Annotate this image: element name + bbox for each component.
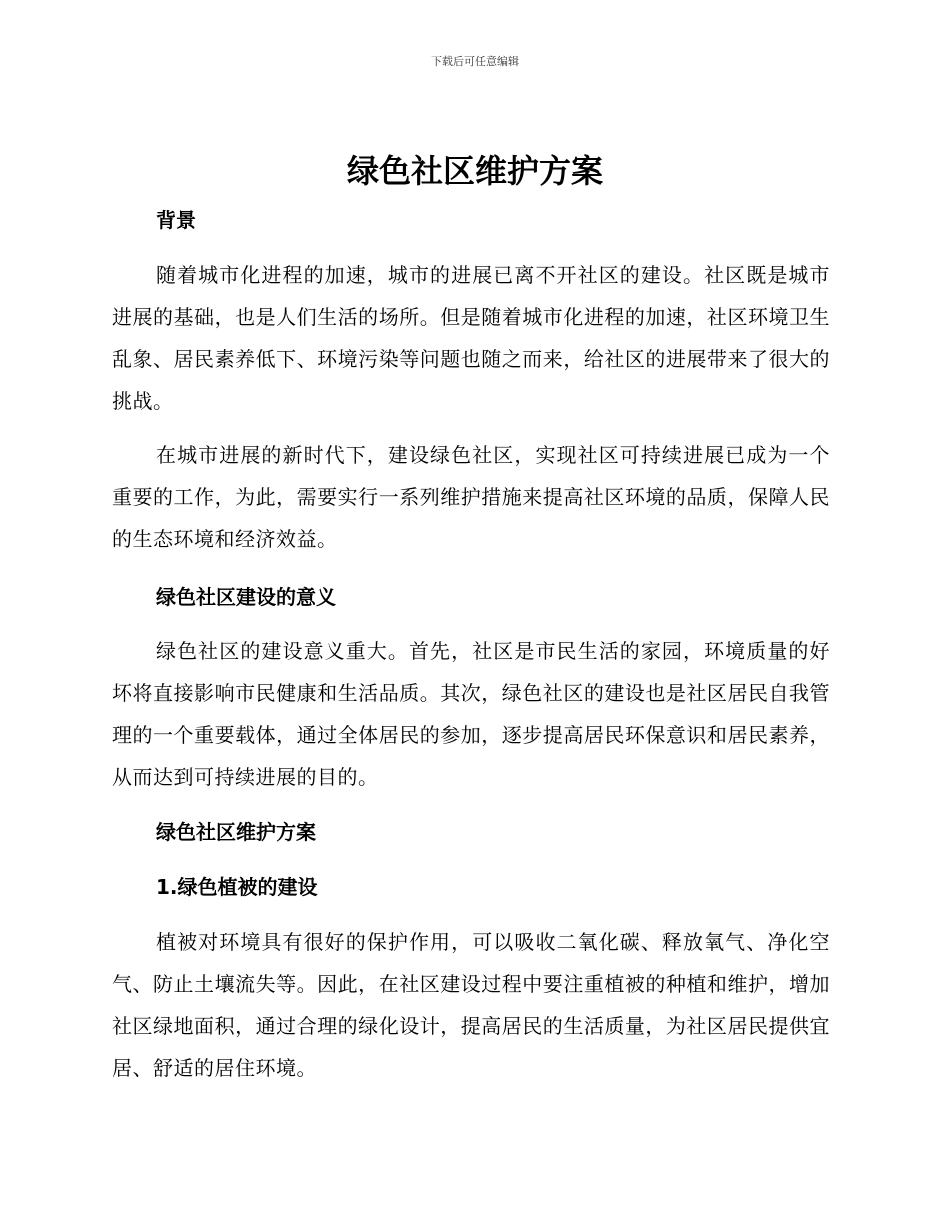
page-header-note: 下载后可任意编辑 — [431, 55, 519, 68]
section-heading-background: 背景 — [156, 208, 196, 232]
section-heading-maintenance-plan: 绿色社区维护方案 — [156, 820, 316, 844]
paragraph-background-2: 在城市进展的新时代下，建设绿色社区，实现社区可持续进展已成为一个重要的工作，为此，需要实行一系列维护措施来提高社区环境的品质，保障人民的生态环境和经济效益。 — [112, 443, 830, 551]
paragraph-significance-1: 绿色社区的建设意义重大。首先，社区是市民生活的家园，环境质量的好坏将直接影响市民健康和生活品质。其次，绿色社区的建设也是社区居民自我管理的一个重要载体，通过全体居民的参加，逐步提高居民环保意识和居民素养，从而达到可持续进展的目的。 — [112, 639, 830, 789]
paragraph-green-vegetation-1: 植被对环境具有很好的保护作用，可以吸收二氧化碳、释放氧气、净化空气、防止土壤流失等。因此，在社区建设过程中要注重植被的种植和维护，增加社区绿地面积，通过合理的绿化设计，提高居民的生活质量，为社区居民提供宜居、舒适的居住环境。 — [112, 930, 830, 1080]
section-heading-significance: 绿色社区建设的意义 — [156, 585, 336, 609]
document-title: 绿色社区维护方案 — [346, 152, 603, 190]
subsection-heading-green-vegetation: 1.绿色植被的建设 — [156, 875, 318, 899]
paragraph-background-1: 随着城市化进程的加速，城市的进展已离不开社区的建设。社区既是城市进展的基础，也是人们生活的场所。但是随着城市化进程的加速，社区环境卫生乱象、居民素养低下、环境污染等问题也随之而来，给社区的进展带来了很大的挑战。 — [112, 263, 830, 413]
